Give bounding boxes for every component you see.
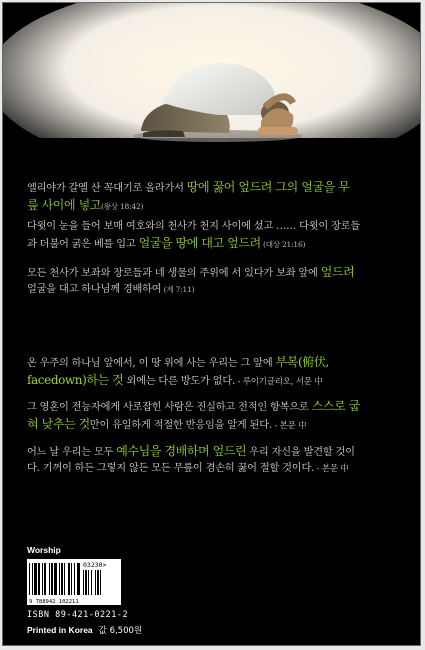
- excerpt-text: 온 우주의 하나님 앞에서, 이 땅 위에 사는 우리는 그 앞에: [27, 358, 276, 369]
- excerpt-text: 우리 자신을 발견할 것이: [246, 447, 355, 458]
- excerpt-source: - 본문 中: [271, 421, 307, 431]
- prostrate-man-photo: [3, 3, 421, 163]
- excerpt-text: 만이 유일하게 적절한 반응임을 알게 된다.: [89, 420, 272, 431]
- excerpt-text: 외에는 다른 방도가 없다.: [123, 376, 236, 387]
- excerpt-3: [27, 443, 399, 477]
- highlight-text: 얼굴을 땅에 대고 엎드려: [138, 236, 261, 250]
- barcode: [27, 559, 121, 605]
- excerpt-source: - 본문 中: [314, 464, 349, 474]
- excerpt-text: 다. 기꺼이 하든 그렇지 않든 모든 무릎이 겸손히 꿇어 절할 것이다.: [27, 463, 315, 474]
- barcode-digits: 9 788942 102211: [29, 599, 79, 605]
- excerpt-source: - 루이기글리오, 서문 中: [235, 377, 323, 387]
- scripture-quote-2: [27, 219, 399, 253]
- highlight-text: 혀 낮추는 것: [27, 417, 90, 431]
- price-text: 값 6,500원: [98, 626, 143, 636]
- category-label: Worship: [27, 545, 61, 555]
- verse-reference: (계 7:11): [161, 285, 195, 294]
- barcode-image: [27, 559, 121, 605]
- price-line: [27, 624, 142, 636]
- excerpt-1: [27, 354, 399, 390]
- quote-text: 다윗이 눈을 들어 보매 여호와의 천사가 천지 사이에 섰고 …… 다윗이 장로들: [27, 221, 360, 232]
- excerpt-2: [27, 398, 399, 434]
- highlight-text: 부복(俯伏,: [275, 355, 329, 369]
- highlight-text: 예수님을 경배하며 엎드린: [116, 444, 247, 458]
- quote-text: 과 더불어 굵은 베를 입고: [27, 239, 139, 250]
- printed-in-text: Printed in Korea: [27, 625, 93, 635]
- highlight-text: 엎드려: [320, 265, 355, 279]
- quote-text: 모든 천사가 보좌와 장로들과 네 생물의 주위에 서 있다가 보좌 앞에: [27, 268, 321, 279]
- barcode-addon-digits: 03230>: [83, 561, 107, 569]
- scripture-quote-1: [27, 179, 399, 215]
- highlight-text: 땅에 꿇어 엎드려 그의 얼굴을 무: [186, 180, 350, 194]
- verse-reference: (대상 21:16): [260, 240, 306, 249]
- quote-text: 엘리야가 갈멜 산 꼭대기로 올라가서: [27, 183, 187, 194]
- excerpt-text: 어느 날 우리는 모두: [27, 447, 117, 458]
- highlight-text: 릎 사이에 넣고: [27, 198, 101, 212]
- highlight-text: 스스로 굽: [311, 399, 360, 413]
- quote-text: 얼굴을 대고 하나님께 경배하여: [27, 284, 162, 295]
- highlight-text: facedown)하는 것: [27, 373, 124, 387]
- scripture-quote-3: [27, 264, 399, 298]
- verse-reference: (왕상 18:42): [100, 202, 144, 211]
- isbn-number: ISBN 89-421-0221-2: [27, 610, 129, 620]
- excerpt-text: 그 영혼이 전능자에게 사로잡힌 사람은 진실하고 전적인 항복으로: [27, 402, 312, 413]
- book-back-cover: [2, 2, 421, 646]
